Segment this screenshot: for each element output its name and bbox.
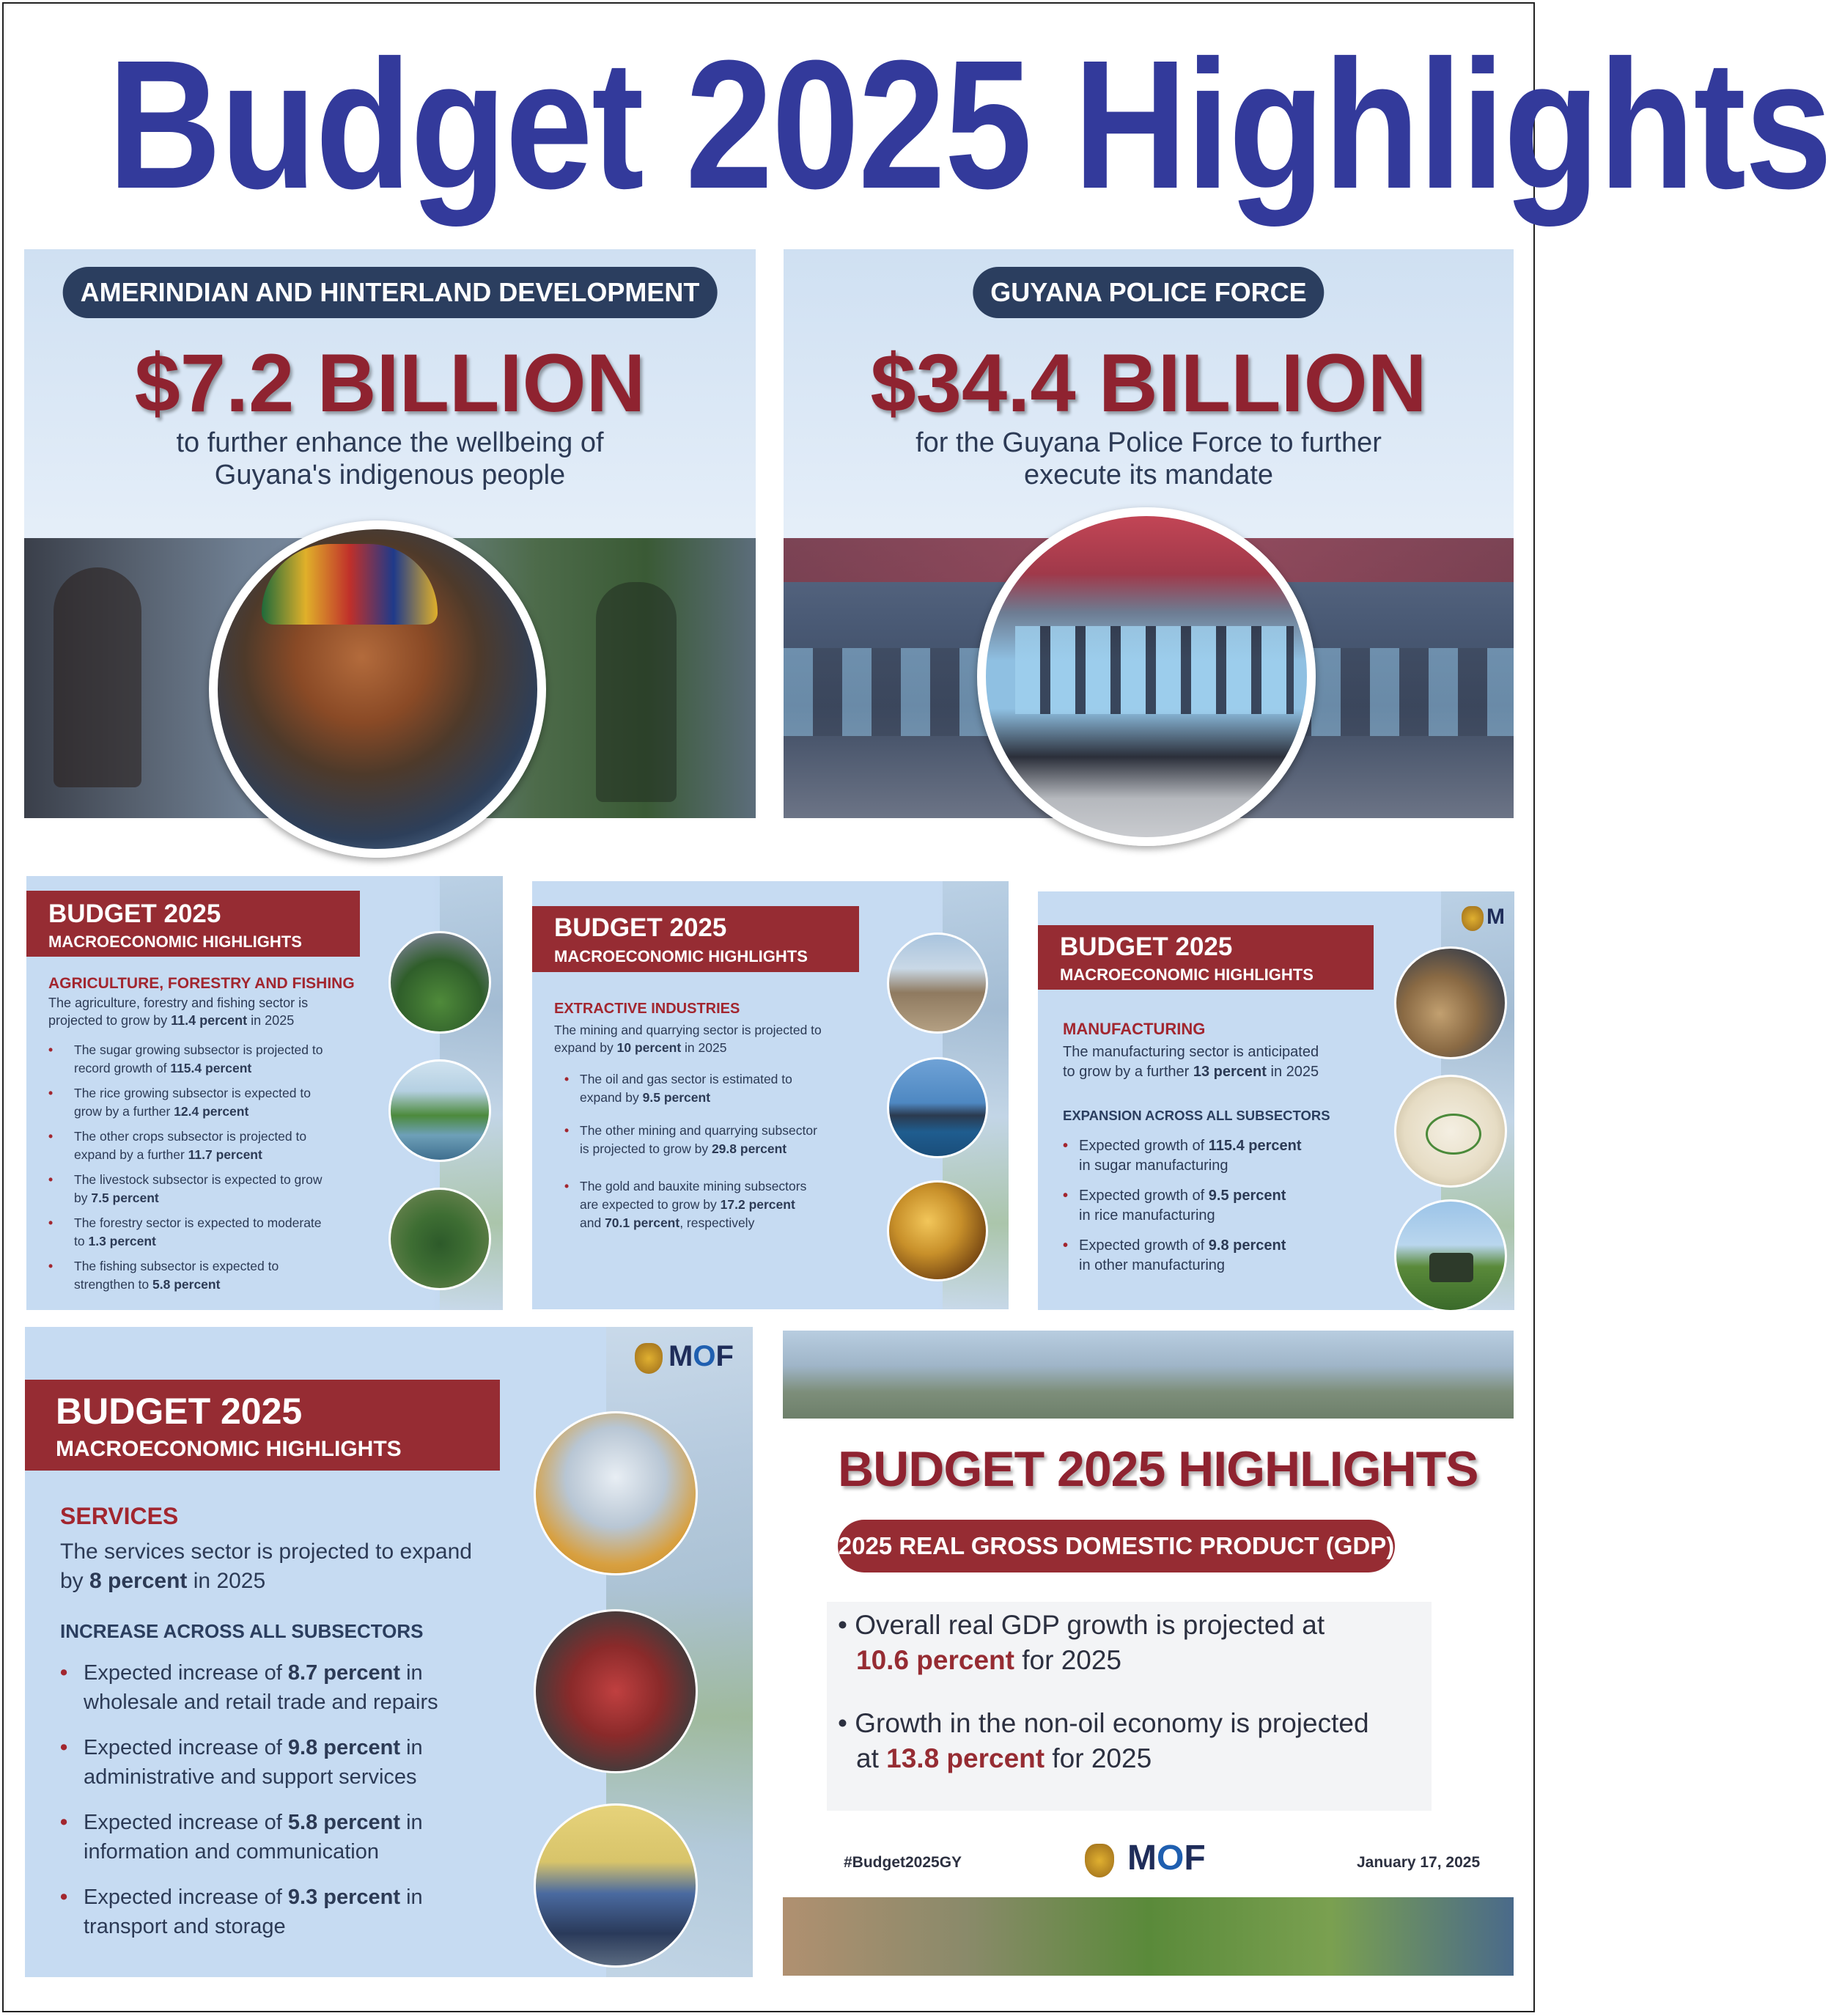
mof-logo: MOF: [668, 1340, 734, 1372]
computer-lab-photo: [534, 1803, 698, 1968]
rice-field-photo: [388, 1059, 491, 1162]
sugar-manufacturing-photo: [1394, 946, 1507, 1059]
amerindian-desc-line1: to further enhance the wellbeing of: [176, 427, 604, 458]
hashtag: #Budget2025GY: [844, 1854, 962, 1871]
oil-vessel-photo: [887, 1057, 988, 1158]
amerindian-amount: $7.2 BILLION: [134, 337, 646, 429]
banner-title: BUDGET 2025: [1060, 932, 1233, 961]
forest-photo: [388, 1188, 491, 1290]
manufacturing-bullet-list: [1063, 1136, 1385, 1276]
guyana-crest-icon: [1085, 1844, 1114, 1877]
extractive-intro-line1: The mining and quarrying sector is projected to: [554, 1023, 822, 1037]
budget-banner: [26, 891, 360, 957]
budget-banner: [25, 1380, 500, 1471]
guyana-crest-icon: [635, 1343, 663, 1374]
police-desc-line2: execute its mandate: [1023, 460, 1274, 490]
list-item: • Expected growth of 9.5 percent in rice manufacturing: [1063, 1188, 1286, 1224]
banner-subtitle: MACROECONOMIC HIGHLIGHTS: [554, 947, 808, 965]
banner-title: BUDGET 2025: [554, 913, 727, 942]
services-intro-line2: by 8 percent in 2025: [60, 1569, 266, 1593]
list-item: • Expected increase of 9.8 percent in administrative and support services: [60, 1736, 423, 1789]
list-item: • The sugar growing subsector is projected to record growth of 115.4 percent: [48, 1042, 323, 1075]
list-item: • The fishing subsector is expected to strengthen to 5.8 percent: [48, 1259, 279, 1292]
agriculture-bullet-list: [48, 1041, 393, 1301]
list-item: • Expected increase of 9.3 percent in transport and storage: [60, 1886, 423, 1938]
police-label: GUYANA POLICE FORCE: [973, 267, 1324, 318]
gdp-title: BUDGET 2025 HIGHLIGHTS: [838, 1441, 1478, 1497]
banner-title: BUDGET 2025: [48, 900, 221, 928]
list-item: • Expected increase of 8.7 percent in wholesale and retail trade and repairs: [60, 1661, 438, 1714]
agriculture-intro-line1: The agriculture, forestry and fishing sector is: [48, 996, 309, 1010]
tractor-field-photo: [1394, 1199, 1507, 1312]
list-item: • The other mining and quarrying subsector is projected to grow by 29.8 percent: [564, 1123, 817, 1156]
aerial-landscape-banner: [783, 1897, 1514, 1976]
release-date: January 17, 2025: [1357, 1854, 1481, 1871]
manufacturing-panel: [1038, 891, 1514, 1310]
list-item: • The rice growing subsector is expected to grow by a further 12.4 percent: [48, 1086, 311, 1119]
agriculture-intro-line2: projected to grow by 11.4 percent in 2025: [48, 1013, 295, 1028]
mof-logo: MOF: [1127, 1839, 1206, 1877]
list-item: • The livestock subsector is expected to grow by 7.5 percent: [48, 1172, 323, 1205]
gdp-item-non-oil: • Growth in the non-oil economy is projected at 13.8 percent for 2025: [838, 1708, 1369, 1773]
gold-nuggets-photo: [887, 1180, 988, 1281]
services-bullet-list: [60, 1658, 529, 1941]
police-marching-photo: [977, 507, 1316, 846]
gdp-pill: 2025 REAL GROSS DOMESTIC PRODUCT (GDP): [838, 1520, 1395, 1572]
amerindian-desc-line2: Guyana's indigenous people: [214, 460, 566, 490]
services-heading: SERVICES: [60, 1503, 179, 1529]
manufacturing-intro-line2: to grow by a further 13 percent in 2025: [1063, 1064, 1319, 1080]
manufacturing-subheading: EXPANSION ACROSS ALL SUBSECTORS: [1063, 1108, 1330, 1123]
list-item: • Expected growth of 115.4 percent in sugar manufacturing: [1063, 1138, 1302, 1174]
manufacturing-heading: MANUFACTURING: [1063, 1020, 1206, 1038]
list-item: • The oil and gas sector is estimated to expand by 9.5 percent: [564, 1072, 792, 1105]
services-panel: [25, 1327, 753, 1977]
amerindian-panel: [24, 249, 756, 818]
extractive-intro-line2: expand by 10 percent in 2025: [554, 1040, 727, 1055]
list-item: • The other crops subsector is projected to expand by a further 11.7 percent: [48, 1129, 307, 1162]
list-item: • Expected growth of 9.8 percent in other manufacturing: [1063, 1237, 1286, 1273]
rice-package-photo: [1394, 1075, 1507, 1188]
extractive-heading: EXTRACTIVE INDUSTRIES: [554, 1001, 740, 1017]
list-item: • Expected increase of 5.8 percent in information and communication: [60, 1811, 423, 1864]
banner-subtitle: MACROECONOMIC HIGHLIGHTS: [1060, 965, 1314, 984]
banner-subtitle: MACROECONOMIC HIGHLIGHTS: [48, 932, 302, 951]
page-title: Budget 2025 Highlights: [107, 22, 1831, 227]
food-processing-photo: [534, 1411, 698, 1575]
manufacturing-intro-line1: The manufacturing sector is anticipated: [1063, 1044, 1319, 1060]
list-item: • The gold and bauxite mining subsectors are expected to grow by 17.2 percent and 70.1 percent, respectively: [564, 1179, 807, 1230]
police-panel: [784, 249, 1514, 818]
list-item: • The forestry sector is expected to moderate to 1.3 percent: [48, 1215, 322, 1248]
gdp-item-overall: • Overall real GDP growth is projected at 10.6 percent for 2025: [838, 1610, 1325, 1675]
gdp-panel: [783, 1331, 1514, 1976]
aerial-city-banner: [783, 1331, 1514, 1419]
amerindian-label: AMERINDIAN AND HINTERLAND DEVELOPMENT: [63, 267, 718, 318]
mof-logo: M: [1486, 905, 1505, 929]
amerindian-performer-photo: [209, 520, 546, 858]
services-intro-line1: The services sector is projected to expand: [60, 1539, 472, 1564]
call-center-photo: [534, 1609, 698, 1773]
budget-banner: [1038, 925, 1374, 990]
mining-plant-photo: [887, 932, 988, 1034]
police-amount: $34.4 BILLION: [870, 337, 1427, 429]
agriculture-panel: [26, 876, 503, 1310]
guyana-crest-icon: [1462, 906, 1484, 931]
budget-banner: [532, 906, 859, 972]
services-subheading: INCREASE ACROSS ALL SUBSECTORS: [60, 1620, 424, 1642]
banner-title: BUDGET 2025: [56, 1391, 303, 1432]
agriculture-heading: AGRICULTURE, FORESTRY AND FISHING: [48, 975, 355, 992]
banner-subtitle: MACROECONOMIC HIGHLIGHTS: [56, 1437, 402, 1461]
greenhouse-photo: [388, 931, 491, 1034]
extractive-panel: [532, 881, 1009, 1309]
police-desc-line1: for the Guyana Police Force to further: [916, 427, 1382, 458]
extractive-bullet-list: [554, 1070, 899, 1232]
